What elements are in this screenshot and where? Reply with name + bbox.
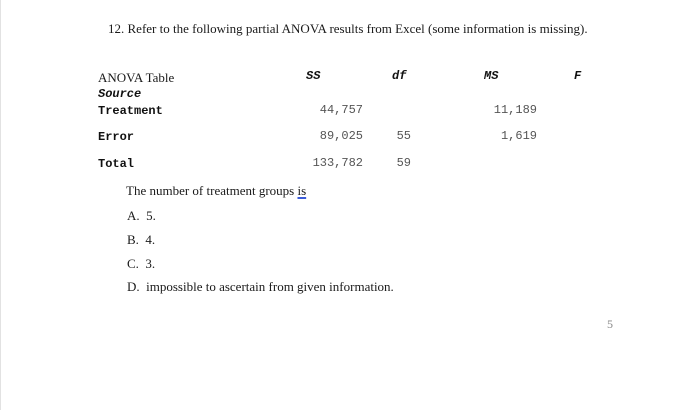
question-stem [126,183,306,199]
row-treatment-ms: 11,189 [493,103,537,117]
option-c[interactable] [127,256,155,272]
option-a-label: A. [127,208,140,223]
option-b-text: 4. [145,232,156,247]
header-f: F [574,69,582,83]
row-total-ss: 133,782 [312,156,363,170]
option-b[interactable] [127,232,155,248]
page-number: 5 [607,317,613,331]
question-text: 12. Refer to the following partial ANOVA results from Excel (some information is missing). [108,21,588,36]
row-error-source: Error [98,130,135,144]
header-df: df [392,69,407,83]
header-ss: SS [306,69,321,83]
row-treatment-source: Treatment [98,104,163,118]
option-a-text: 5. [146,208,156,223]
anova-table-title: ANOVA Table [98,70,175,85]
option-d-text: impossible to ascertain from given information. [146,279,394,294]
row-error-ss: 89,025 [319,129,363,143]
question-stem-text: The number of treatment groups [126,183,298,198]
option-a[interactable] [127,208,156,224]
row-treatment-ss: 44,757 [319,103,363,117]
option-c-label: C. [127,256,139,271]
header-ms: MS [484,69,499,83]
row-error-ms: 1,619 [500,129,537,143]
grammar-suggestion-link[interactable]: is [297,183,307,198]
row-total-source: Total [98,157,135,171]
row-total-df: 59 [396,156,411,170]
option-c-text: 3. [145,256,156,271]
source-label: Source [98,87,142,101]
option-d[interactable] [127,279,394,295]
row-error-df: 55 [396,129,411,143]
option-d-label: D. [127,279,140,294]
option-b-label: B. [127,232,139,247]
